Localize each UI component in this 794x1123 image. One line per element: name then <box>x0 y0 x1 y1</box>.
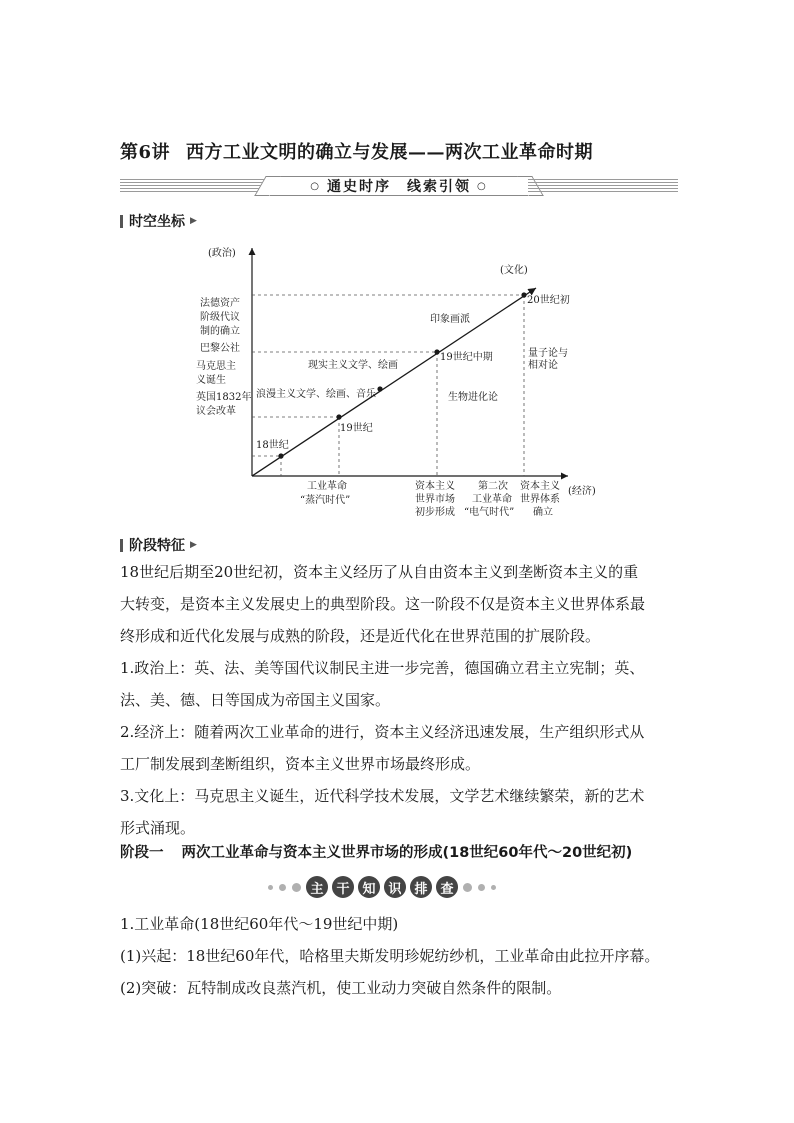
text-line: 形式涌现。 <box>120 819 196 837</box>
heading-bar-icon <box>120 539 123 552</box>
svg-text:相对论: 相对论 <box>528 360 558 371</box>
axis-label-politics: (政治) <box>208 248 236 259</box>
banner-char: 识 <box>384 876 406 898</box>
banner-text: 通史时序 线索引领 <box>327 179 471 195</box>
svg-text:量子论与: 量子论与 <box>528 348 568 359</box>
phase-label: 阶段一 <box>120 845 164 861</box>
label-19c: 19世纪 <box>340 423 373 434</box>
economy-label-1 <box>300 479 350 506</box>
politics-label-1 <box>200 296 240 337</box>
dot-icon <box>478 884 485 891</box>
label-20early: 20世纪初 <box>527 295 570 306</box>
lesson-title <box>120 138 593 164</box>
industrial-break: (2)突破：瓦特制成改良蒸汽机，使工业动力突破自然条件的限制。 <box>120 979 562 997</box>
banner-char: 知 <box>358 876 380 898</box>
svg-text:制的确立: 制的确立 <box>200 326 240 337</box>
svg-text:资本主义: 资本主义 <box>520 481 560 492</box>
features-paragraphs <box>120 556 680 844</box>
dot-icon <box>268 885 273 890</box>
lesson-number: 第6讲 <box>120 142 171 163</box>
industrial-revolution-section <box>120 908 680 1004</box>
culture-romanticism: 浪漫主义文学、绘画、音乐 <box>256 389 376 400</box>
svg-text:第二次: 第二次 <box>478 481 508 492</box>
svg-text:议会改革: 议会改革 <box>196 406 236 417</box>
culture-evolution: 生物进化论 <box>448 392 498 403</box>
banner-char: 干 <box>332 876 354 898</box>
text-line: 大转变，是资本主义发展史上的典型阶段。这一阶段不仅是资本主义世界体系最 <box>120 595 646 613</box>
economy-label-2 <box>415 479 455 518</box>
axis-label-economy: (经济) <box>568 486 596 497</box>
politics-label-4 <box>196 390 251 417</box>
politics-label-3 <box>196 359 236 386</box>
section-heading-features <box>120 535 197 555</box>
economy-label-3 <box>464 479 514 518</box>
industrial-rise: (1)兴起：18世纪60年代，哈格里夫斯发明珍妮纺纱机，工业革命由此拉开序幕。 <box>120 947 660 965</box>
svg-text:世界体系: 世界体系 <box>520 494 560 505</box>
dot-icon <box>463 883 472 892</box>
industrial-heading: 1.工业革命(18世纪60年代～19世纪中期) <box>120 915 399 933</box>
svg-text:马克思主: 马克思主 <box>196 361 236 372</box>
economy-label-4 <box>520 479 560 518</box>
point-18c <box>278 453 283 458</box>
svg-text:工业革命: 工业革命 <box>307 481 347 492</box>
section-heading-timeline <box>120 211 197 231</box>
svg-text:资本主义: 资本主义 <box>415 481 455 492</box>
svg-text:义诞生: 义诞生 <box>196 375 226 386</box>
banner-hatch-left <box>120 178 270 192</box>
text-line: 2.经济上：随着两次工业革命的进行，资本主义经济迅速发展，生产组织形式从 <box>120 723 645 741</box>
culture-realism: 现实主义文学、绘画 <box>308 360 398 371</box>
phase-heading <box>120 841 632 862</box>
phase-title: 两次工业革命与资本主义世界市场的形成(18世纪60年代～20世纪初) <box>181 845 633 861</box>
text-line: 18世纪后期至20世纪初，资本主义经历了从自由资本主义到垄断资本主义的重 <box>120 563 639 581</box>
svg-text:确立: 确立 <box>533 507 553 518</box>
point-19mid <box>434 349 439 354</box>
section-banner <box>120 176 678 194</box>
label-18c: 18世纪 <box>256 440 289 451</box>
banner-hatch-right <box>528 178 678 192</box>
point-19c <box>336 414 341 419</box>
lesson-title-text: 西方工业文明的确立与发展——两次工业革命时期 <box>186 142 594 163</box>
banner-pill <box>270 176 528 196</box>
timeline-diagram <box>190 238 610 524</box>
banner-char: 查 <box>436 876 458 898</box>
triangle-right-icon: ▶ <box>190 540 197 550</box>
axis-label-culture: (文化) <box>500 265 528 276</box>
section-heading-label: 阶段特征 <box>129 538 185 554</box>
svg-text:“电气时代”: “电气时代” <box>464 507 515 518</box>
text-line: 法、美、德、日等国成为帝国主义国家。 <box>120 691 391 709</box>
knowledge-banner <box>265 876 499 898</box>
label-19mid: 19世纪中期 <box>440 352 493 363</box>
text-line: 工厂制发展到垄断组织，资本主义世界市场最终形成。 <box>120 755 481 773</box>
timeline-diagonal <box>252 288 536 476</box>
triangle-right-icon: ▶ <box>190 216 197 226</box>
text-line: 1.政治上：英、法、美等国代议制民主进一步完善，德国确立君主立宪制；英、 <box>120 659 645 677</box>
culture-impressionism: 印象画派 <box>430 314 470 325</box>
banner-char: 主 <box>306 876 328 898</box>
svg-text:英国1832年: 英国1832年 <box>196 392 252 403</box>
heading-bar-icon <box>120 215 123 228</box>
politics-label-2: 巴黎公社 <box>200 343 240 354</box>
section-heading-label: 时空坐标 <box>129 214 185 230</box>
dot-icon <box>279 884 286 891</box>
svg-text:法德资产: 法德资产 <box>200 298 240 309</box>
banner-char: 排 <box>410 876 432 898</box>
dot-icon <box>491 885 496 890</box>
dot-icon <box>292 883 301 892</box>
banner-dot-icon: ○ <box>477 180 488 192</box>
svg-text:工业革命: 工业革命 <box>472 494 512 505</box>
point-mid <box>377 386 382 391</box>
svg-text:阶级代议: 阶级代议 <box>200 312 240 323</box>
svg-text:世界市场: 世界市场 <box>415 494 455 505</box>
banner-dot-icon: ○ <box>310 180 321 192</box>
point-20early <box>521 292 526 297</box>
culture-quantum <box>528 346 568 371</box>
svg-text:初步形成: 初步形成 <box>415 507 455 518</box>
text-line: 终形成和近代化发展与成熟的阶段，还是近代化在世界范围的扩展阶段。 <box>120 627 601 645</box>
svg-text:“蒸汽时代”: “蒸汽时代” <box>300 495 351 506</box>
text-line: 3.文化上：马克思主义诞生，近代科学技术发展，文学艺术继续繁荣，新的艺术 <box>120 787 645 805</box>
